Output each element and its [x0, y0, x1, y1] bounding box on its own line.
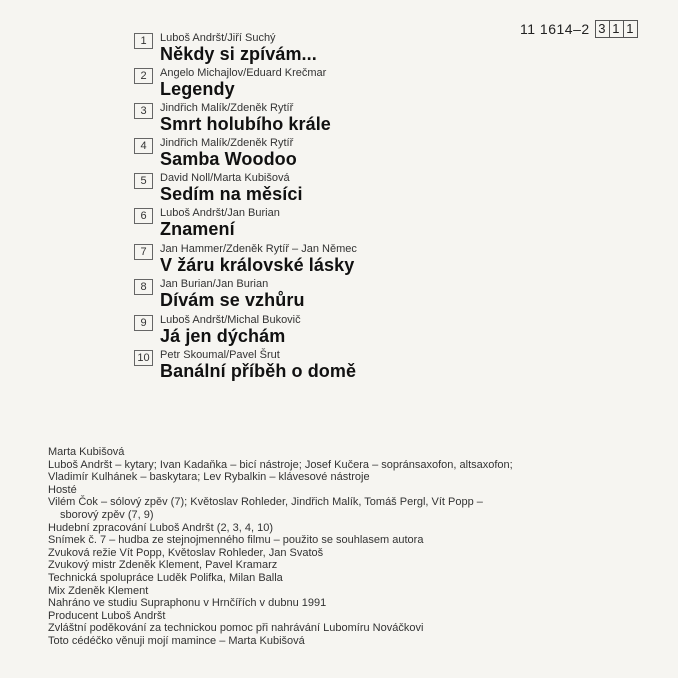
track-item	[0, 170, 678, 206]
track-title: Znamení	[160, 219, 235, 239]
track-item	[0, 312, 678, 348]
track-number: 4	[134, 138, 153, 154]
track-number: 8	[134, 279, 153, 295]
track-title: Smrt holubího krále	[160, 114, 331, 134]
credits-line: Luboš Andršt – kytary; Ivan Kadaňka – bicí nástroje; Josef Kučera – sopránsaxofon, altsaxofon;	[48, 458, 513, 471]
credits-line: Mix Zdeněk Klement	[48, 584, 149, 597]
credits-line: Zvláštní poděkování za technickou pomoc při nahrávání Lubomíru Nováčkovi	[48, 622, 424, 635]
catalog-code-box: 3	[595, 20, 610, 38]
track-title: Banální příběh o domě	[160, 361, 357, 381]
credits-line: Snímek č. 7 – hudba ze stejnojmenného filmu – použito se souhlasem autora	[48, 534, 424, 547]
credits-line: Zvukový mistr Zdeněk Klement, Pavel Kramarz	[48, 559, 278, 572]
track-title: V žáru královské lásky	[160, 255, 355, 275]
track-number: 5	[134, 173, 153, 189]
credits-line: Technická spolupráce Luděk Polifka, Milan Balla	[48, 571, 283, 584]
track-authors: Luboš Andršt/Jiří Suchý	[160, 32, 276, 44]
track-number: 7	[134, 244, 153, 260]
track-item	[0, 347, 678, 383]
track-title: Dívám se vzhůru	[160, 290, 305, 310]
credits-line: sborový zpěv (7, 9)	[60, 508, 154, 521]
track-item	[0, 276, 678, 312]
credits-line: Nahráno ve studiu Supraphonu v Hrnčířích v dubnu 1991	[48, 597, 327, 610]
track-title: Sedím na měsíci	[160, 184, 303, 204]
track-item	[0, 65, 678, 101]
track-authors: Jindřich Malík/Zdeněk Rytíř	[160, 137, 294, 149]
track-item	[0, 100, 678, 136]
track-number: 2	[134, 68, 153, 84]
track-authors: David Noll/Marta Kubišová	[160, 172, 290, 184]
track-item	[0, 241, 678, 277]
track-item	[0, 135, 678, 171]
catalog-number: 11 1614–2	[520, 21, 590, 37]
track-number: 6	[134, 208, 153, 224]
track-authors: Petr Skoumal/Pavel Šrut	[160, 349, 280, 361]
track-number: 10	[134, 350, 153, 366]
catalog-code-box: 1	[609, 20, 624, 38]
track-authors: Jan Burian/Jan Burian	[160, 278, 269, 290]
track-number: 1	[134, 33, 153, 49]
track-authors: Angelo Michajlov/Eduard Krečmar	[160, 67, 327, 79]
credits-line: Hosté	[48, 483, 77, 496]
credits-line: Vilém Čok – sólový zpěv (7); Květoslav Rohleder, Jindřich Malík, Tomáš Pergl, Vít Popp –	[48, 496, 483, 509]
track-authors: Jindřich Malík/Zdeněk Rytíř	[160, 102, 294, 114]
credits-line: Producent Luboš Andršt	[48, 609, 166, 622]
track-authors: Luboš Andršt/Jan Burian	[160, 207, 280, 219]
track-authors: Luboš Andršt/Michal Bukovič	[160, 314, 301, 326]
track-number: 9	[134, 315, 153, 331]
track-item	[0, 30, 678, 66]
credits-line: Hudební zpracování Luboš Andršt (2, 3, 4, 10)	[48, 521, 274, 534]
track-title: Někdy si zpívám...	[160, 44, 317, 64]
track-authors: Jan Hammer/Zdeněk Rytíř – Jan Němec	[160, 243, 357, 255]
credits-line: Toto cédéčko věnuji mojí mamince – Marta Kubišová	[48, 634, 305, 647]
credits-line: Zvuková režie Vít Popp, Květoslav Rohleder, Jan Svatoš	[48, 546, 324, 559]
track-title: Samba Woodoo	[160, 149, 297, 169]
credits-line: Vladimír Kulhánek – baskytara; Lev Rybalkin – klávesové nástroje	[48, 471, 370, 484]
credits-line: Marta Kubišová	[48, 446, 125, 458]
track-title: Já jen dýchám	[160, 326, 286, 346]
catalog-code-box: 1	[623, 20, 638, 38]
track-item	[0, 205, 678, 241]
track-number: 3	[134, 103, 153, 119]
credits-block	[48, 446, 668, 648]
track-title: Legendy	[160, 79, 235, 99]
